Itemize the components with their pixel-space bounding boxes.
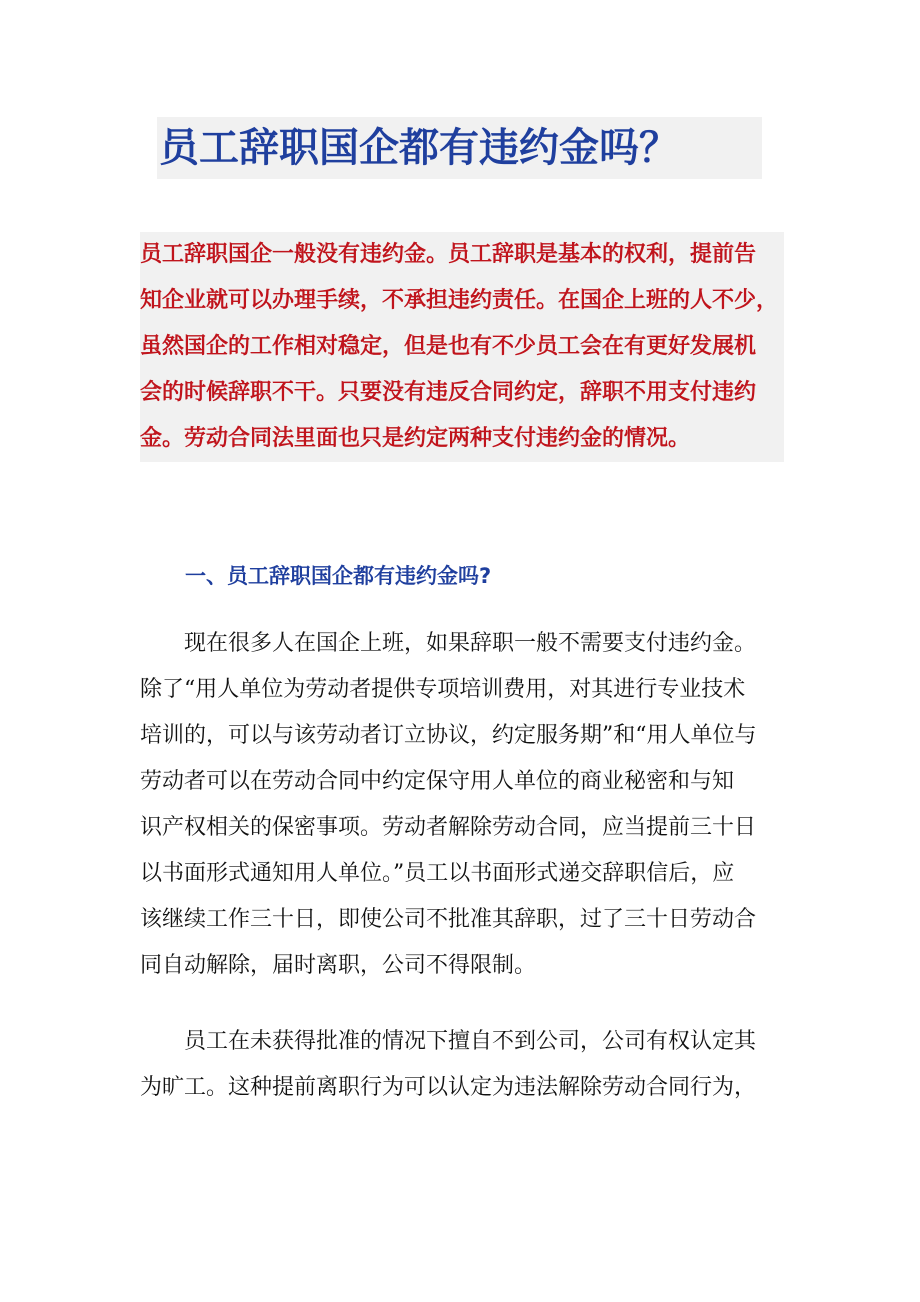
body-paragraph (140, 1019, 790, 1111)
section-heading: 一、员工辞职国企都有违约金吗? (185, 564, 492, 588)
paragraph-line: 劳动者可以在劳动合同中约定保守用人单位的商业秘密和与知 (140, 769, 735, 794)
page-title: 员工辞职国企都有违约金吗？ (159, 125, 679, 171)
summary-line: 会的时候辞职不干。只要没有违反合同约定，辞职不用支付违约 (140, 380, 757, 405)
summary-line: 知企业就可以办理手续，不承担违约责任。在国企上班的人不少， (140, 288, 779, 313)
paragraph-line: 为旷工。这种提前离职行为可以认定为违法解除劳动合同行为， (140, 1075, 757, 1100)
summary-block (140, 232, 784, 462)
paragraph-line: 同自动解除，届时离职，公司不得限制。 (140, 953, 537, 978)
body-paragraph (140, 621, 790, 989)
summary-line: 虽然国企的工作相对稳定，但是也有不少员工会在有更好发展机 (140, 334, 757, 359)
paragraph-line: 识产权相关的保密事项。劳动者解除劳动合同，应当提前三十日 (140, 815, 757, 840)
paragraph-line: 现在很多人在国企上班，如果辞职一般不需要支付违约金。 (184, 631, 757, 656)
title-highlight (157, 117, 762, 179)
paragraph-line: 除了“用人单位为劳动者提供专项培训费用，对其进行专业技术 (140, 677, 746, 702)
paragraph-line: 以书面形式通知用人单位。”员工以书面形式递交辞职信后，应 (140, 861, 735, 886)
summary-line: 金。劳动合同法里面也只是约定两种支付违约金的情况。 (140, 426, 691, 451)
paragraph-line: 员工在未获得批准的情况下擅自不到公司，公司有权认定其 (184, 1029, 757, 1054)
paragraph-line: 培训的，可以与该劳动者订立协议，约定服务期”和“用人单位与 (140, 723, 757, 748)
summary-line: 员工辞职国企一般没有违约金。员工辞职是基本的权利，提前告 (140, 242, 757, 267)
paragraph-line: 该继续工作三十日，即使公司不批准其辞职，过了三十日劳动合 (140, 907, 757, 932)
